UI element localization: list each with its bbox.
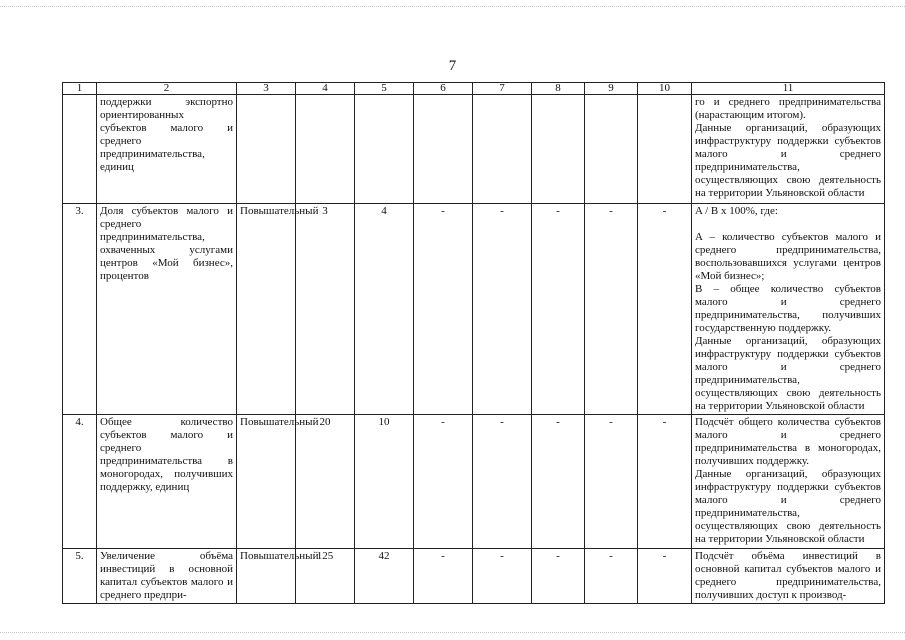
value-cell xyxy=(585,95,638,204)
methodology-line: A – количество субъектов малого и среднего предпринимательства, воспользовавшихся услугами центров «Мой бизнес»; xyxy=(695,231,881,282)
value-cell: - xyxy=(638,204,692,415)
row-number: 4. xyxy=(63,415,97,549)
value-cell: 20 xyxy=(296,415,355,549)
scan-edge-bottom xyxy=(0,632,905,633)
value-cell: 4 xyxy=(355,204,414,415)
table-row xyxy=(63,95,885,204)
header-cell: 9 xyxy=(585,83,638,95)
value-cell: - xyxy=(638,549,692,604)
table-row xyxy=(63,549,885,604)
indicator-type: Повышательный xyxy=(237,415,296,549)
row-number xyxy=(63,95,97,204)
methodology-line xyxy=(695,218,881,231)
value-cell xyxy=(473,95,532,204)
value-cell: 3 xyxy=(296,204,355,415)
methodology-cell xyxy=(692,549,885,604)
value-cell: - xyxy=(638,415,692,549)
header-cell: 2 xyxy=(97,83,237,95)
value-cell: 125 xyxy=(296,549,355,604)
indicator-name: Общее количество субъектов малого и среднего предпринимательства в моногородах, получивших поддержку, единиц xyxy=(97,415,237,549)
table-row xyxy=(63,204,885,415)
methodology-cell xyxy=(692,415,885,549)
methodology-line: A / B x 100%, где: xyxy=(695,205,778,217)
methodology-cell xyxy=(692,204,885,415)
header-cell: 5 xyxy=(355,83,414,95)
value-cell: - xyxy=(473,549,532,604)
methodology-line: Данные организаций, образующих инфраструктуру поддержки субъектов малого и среднего предпринимательства, осуществляющих свою деятельность на территории Ульяновской области xyxy=(695,122,881,199)
indicator-name: поддержки экспортно ориентированных субъектов малого и среднего предпринимательства, единиц xyxy=(97,95,237,204)
indicator-type: Повышательный xyxy=(237,549,296,604)
value-cell: - xyxy=(414,204,473,415)
row-number: 5. xyxy=(63,549,97,604)
page-number: 7 xyxy=(448,58,457,74)
header-cell: 6 xyxy=(414,83,473,95)
header-cell: 1 xyxy=(63,83,97,95)
value-cell xyxy=(355,95,414,204)
header-cell: 8 xyxy=(532,83,585,95)
value-cell xyxy=(532,95,585,204)
value-cell xyxy=(414,95,473,204)
value-cell: - xyxy=(585,204,638,415)
value-cell: - xyxy=(585,415,638,549)
value-cell: - xyxy=(473,204,532,415)
value-cell: - xyxy=(532,204,585,415)
indicator-type: Повышательный xyxy=(237,204,296,415)
value-cell: 42 xyxy=(355,549,414,604)
header-cell: 10 xyxy=(638,83,692,95)
value-cell: - xyxy=(414,415,473,549)
value-cell xyxy=(638,95,692,204)
value-cell: - xyxy=(473,415,532,549)
indicators-table xyxy=(62,82,885,604)
value-cell xyxy=(296,95,355,204)
methodology-line: Данные организаций, образующих инфраструктуру поддержки субъектов малого и среднего предпринимательства, осуществляющих свою деятельность на территории Ульяновской области xyxy=(695,335,881,412)
header-cell: 11 xyxy=(692,83,885,95)
methodology-line: го и среднего предпринимательства (нарастающим итогом). xyxy=(695,96,881,121)
row-number: 3. xyxy=(63,204,97,415)
header-cell: 3 xyxy=(237,83,296,95)
header-cell: 4 xyxy=(296,83,355,95)
indicator-type xyxy=(237,95,296,204)
methodology-line: Подсчёт общего количества субъектов малого и среднего предпринимательства в моногородах, получивших поддержку. xyxy=(695,416,881,467)
indicator-name: Доля субъектов малого и среднего предпринимательства, охваченных услугами центров «Мой бизнес», процентов xyxy=(97,204,237,415)
value-cell: - xyxy=(585,549,638,604)
value-cell: - xyxy=(532,549,585,604)
table-row xyxy=(63,415,885,549)
indicator-name: Увеличение объёма инвестиций в основной капитал субъектов малого и среднего предпри- xyxy=(97,549,237,604)
methodology-line: B – общее количество субъектов малого и среднего предпринимательства, получивших государственную поддержку. xyxy=(695,283,881,334)
value-cell: - xyxy=(414,549,473,604)
header-row xyxy=(63,83,885,95)
methodology-line: Подсчёт объёма инвестиций в основной капитал субъектов малого и среднего предпринимательства, получивших доступ к производ- xyxy=(695,550,881,601)
header-cell: 7 xyxy=(473,83,532,95)
methodology-line: Данные организаций, образующих инфраструктуру поддержки субъектов малого и среднего предпринимательства, осуществляющих свою деятельность на территории Ульяновской области xyxy=(695,468,881,545)
value-cell: - xyxy=(532,415,585,549)
methodology-cell xyxy=(692,95,885,204)
scan-edge-top xyxy=(0,6,905,7)
value-cell: 10 xyxy=(355,415,414,549)
